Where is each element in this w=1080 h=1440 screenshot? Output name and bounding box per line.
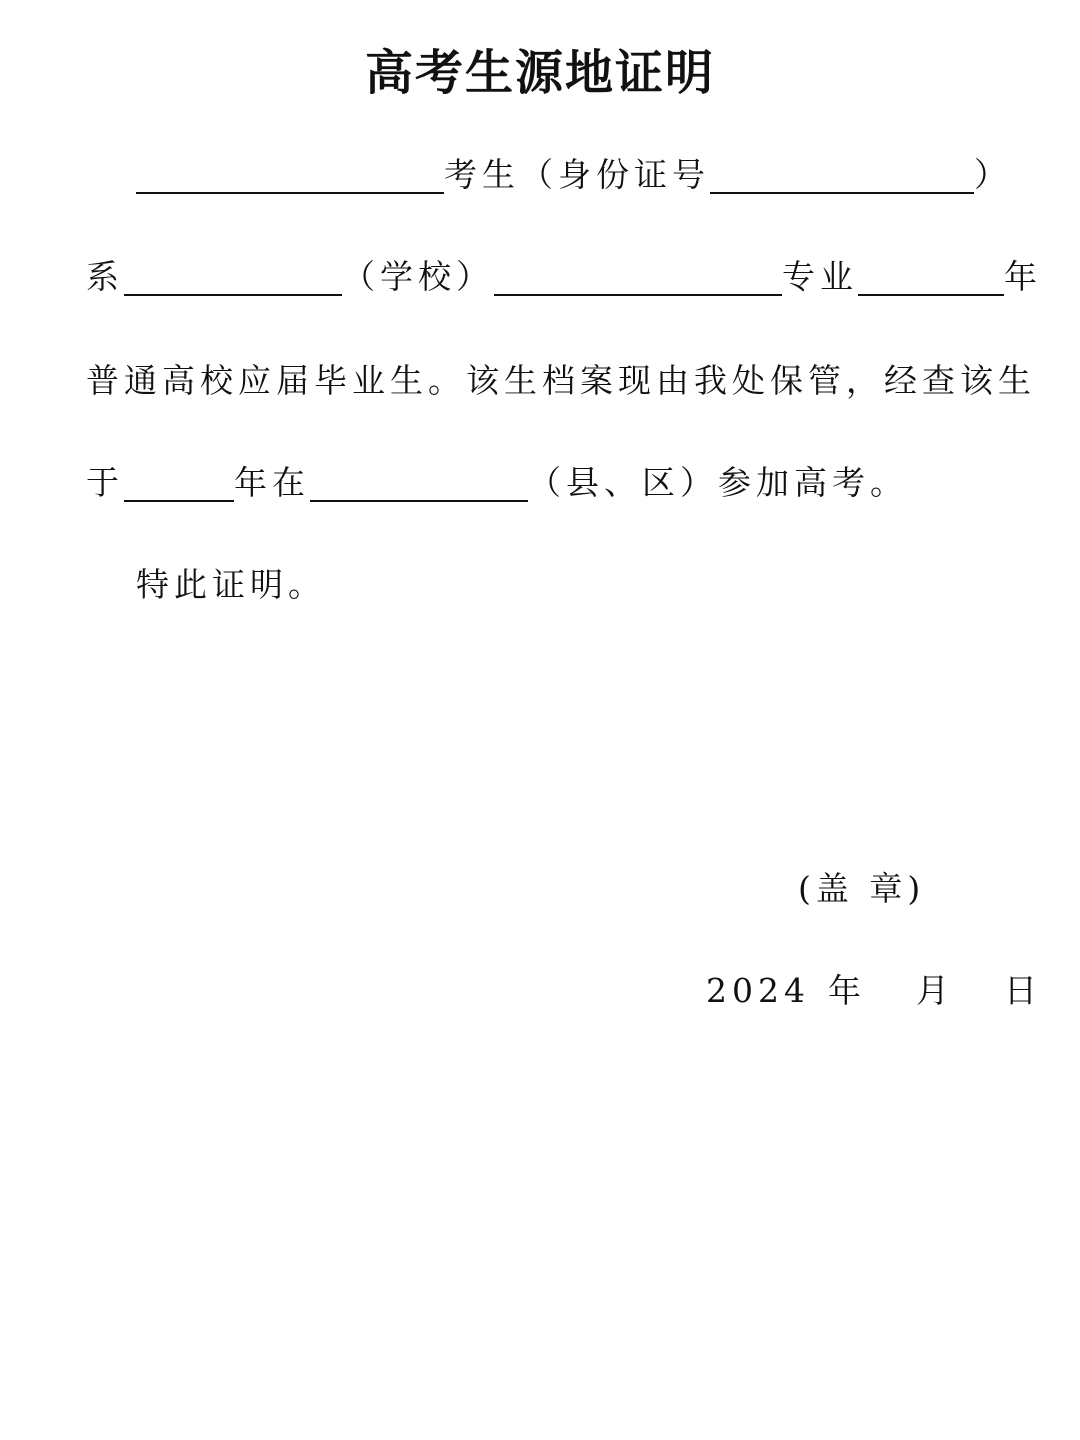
certification-line — [136, 560, 326, 610]
county-label: （县、区）参加高考。 — [528, 463, 908, 502]
date-day-char: 日 — [1003, 971, 1042, 1010]
year-char: 年 — [1004, 257, 1042, 296]
major-label: 专业 — [782, 257, 858, 296]
graduate-statement-line — [86, 356, 1036, 406]
date-month-char: 月 — [915, 971, 954, 1010]
id-number-blank[interactable] — [710, 150, 974, 194]
date-line — [706, 966, 1042, 1016]
page-title: 高考生源地证明 — [364, 45, 715, 101]
exam-year-label: 年在 — [234, 463, 310, 502]
candidate-id-label: 考生（身份证号 — [444, 155, 710, 194]
exam-prefix: 于 — [86, 463, 124, 502]
date-year: 2024 — [706, 971, 810, 1010]
school-major-line — [86, 252, 1042, 302]
department-blank[interactable] — [124, 252, 342, 296]
county-blank[interactable] — [310, 458, 528, 502]
graduation-year-blank[interactable] — [858, 252, 1004, 296]
closing-paren: ） — [974, 155, 1012, 194]
seal-label: (盖 章) — [798, 869, 926, 908]
school-label: （学校） — [342, 257, 494, 296]
graduate-statement: 普通高校应届毕业生。该生档案现由我处保管，经查该生 — [86, 361, 1036, 400]
candidate-id-line — [136, 150, 1012, 200]
certification-text: 特此证明。 — [136, 565, 326, 604]
school-name-blank[interactable] — [494, 252, 782, 296]
department-prefix: 系 — [86, 257, 124, 296]
date-year-char: 年 — [827, 971, 866, 1010]
candidate-name-blank[interactable] — [136, 150, 444, 194]
exam-year-blank[interactable] — [124, 458, 234, 502]
exam-location-line — [86, 458, 908, 508]
